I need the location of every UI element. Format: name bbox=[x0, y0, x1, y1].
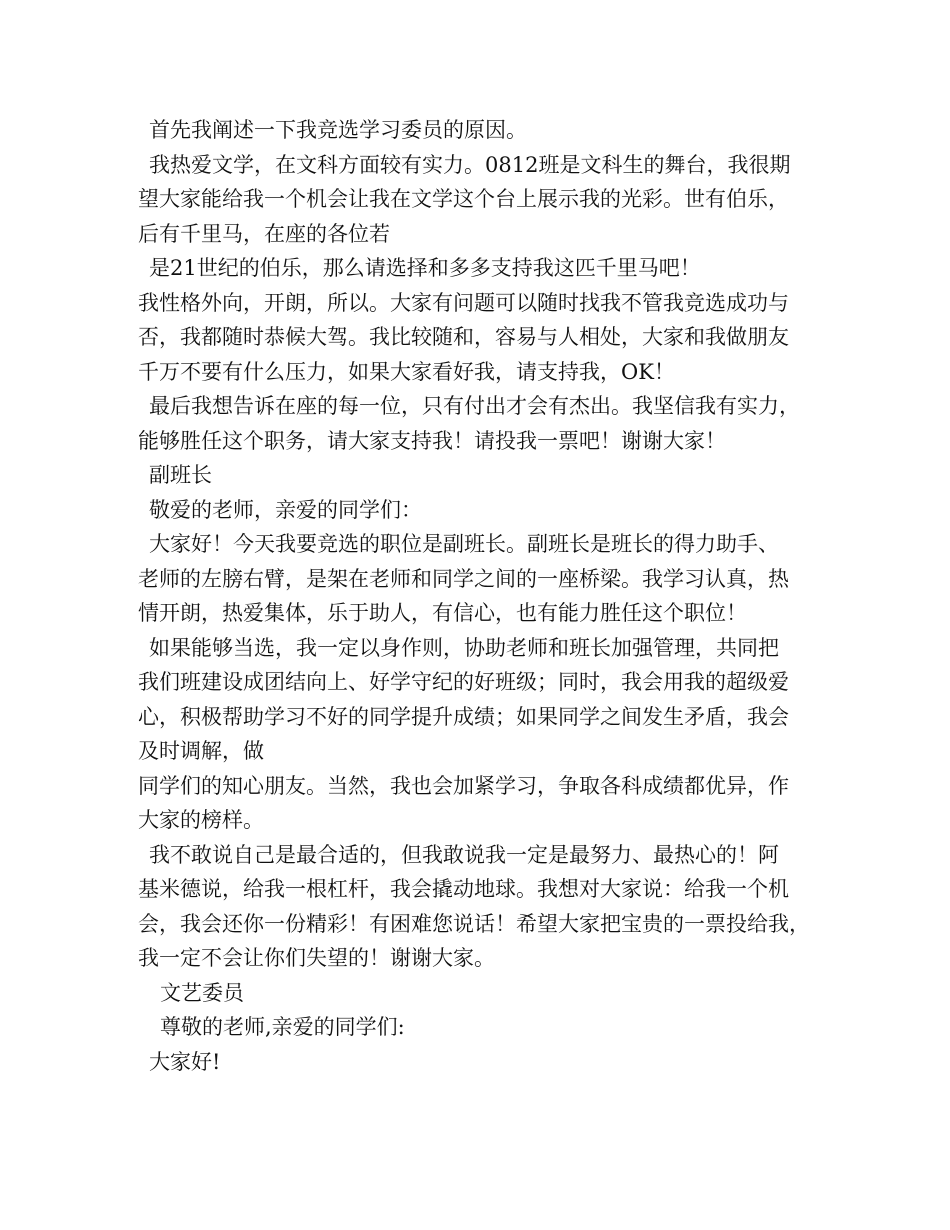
salutation-line: 尊敬的老师,亲爱的同学们: bbox=[160, 1015, 405, 1039]
paragraph-line: 我热爱文学，在文科方面较有实力。0812班是文科生的舞台，我很期 bbox=[149, 152, 791, 177]
paragraph-line: 会，我会还你一份精彩！有困难您说话！希望大家把宝贵的一票投给我， bbox=[138, 911, 810, 936]
section-heading: 文艺委员 bbox=[160, 980, 244, 1005]
paragraph-line: 千万不要有什么压力，如果大家看好我，请支持我，OK！ bbox=[138, 359, 675, 384]
paragraph-line: 情开朗，热爱集体，乐于助人，有信心，也有能力胜任这个职位！ bbox=[138, 601, 747, 625]
paragraph-line: 我不敢说自己是最合适的，但我敢说我一定是最努力、最热心的！阿 bbox=[149, 842, 779, 867]
paragraph-line: 我们班建设成团结向上、好学守纪的好班级；同时，我会用我的超级爱 bbox=[138, 670, 789, 694]
paragraph-line: 心，积极帮助学习不好的同学提升成绩；如果同学之间发生矛盾，我会 bbox=[138, 704, 789, 729]
paragraph-line: 大家的榜样。 bbox=[138, 808, 264, 832]
greeting-line: 大家好! bbox=[149, 1049, 221, 1074]
paragraph-line: 如果能够当选，我一定以身作则，协助老师和班长加强管理，共同把 bbox=[149, 635, 779, 660]
paragraph-line: 能够胜任这个职务，请大家支持我！请投我一票吧！谢谢大家！ bbox=[138, 428, 726, 453]
paragraph-line: 后有千里马，在座的各位若 bbox=[138, 221, 390, 246]
paragraph-line: 否，我都随时恭候大驾。我比较随和，容易与人相处，大家和我做朋友 bbox=[138, 325, 789, 349]
salutation-line: 敬爱的老师，亲爱的同学们： bbox=[149, 497, 422, 522]
paragraph-line: 我一定不会让你们失望的！谢谢大家。 bbox=[138, 946, 495, 970]
paragraph-line: 我性格外向，开朗，所以。大家有问题可以随时找我不管我竞选成功与 bbox=[138, 290, 789, 315]
section-heading: 副班长 bbox=[149, 463, 212, 487]
paragraph-line: 老师的左膀右臂，是架在老师和同学之间的一座桥梁。我学习认真，热 bbox=[138, 566, 789, 591]
paragraph-line: 是21世纪的伯乐，那么请选择和多多支持我这匹千里马吧！ bbox=[149, 256, 701, 280]
paragraph-line: 基米德说，给我一根杠杆，我会撬动地球。我想对大家说：给我一个机 bbox=[138, 877, 789, 901]
paragraph-line: 同学们的知心朋友。当然，我也会加紧学习，争取各科成绩都优异，作 bbox=[138, 773, 789, 798]
paragraph-line: 最后我想告诉在座的每一位，只有付出才会有杰出。我坚信我有实力， bbox=[149, 394, 800, 418]
paragraph-line: 首先我阐述一下我竞选学习委员的原因。 bbox=[149, 118, 527, 142]
paragraph-line: 望大家能给我一个机会让我在文学这个台上展示我的光彩。世有伯乐， bbox=[138, 187, 789, 211]
document-body bbox=[138, 113, 838, 1079]
paragraph-line: 大家好！今天我要竞选的职位是副班长。副班长是班长的得力助手、 bbox=[149, 532, 779, 556]
paragraph-line: 及时调解，做 bbox=[138, 739, 264, 763]
